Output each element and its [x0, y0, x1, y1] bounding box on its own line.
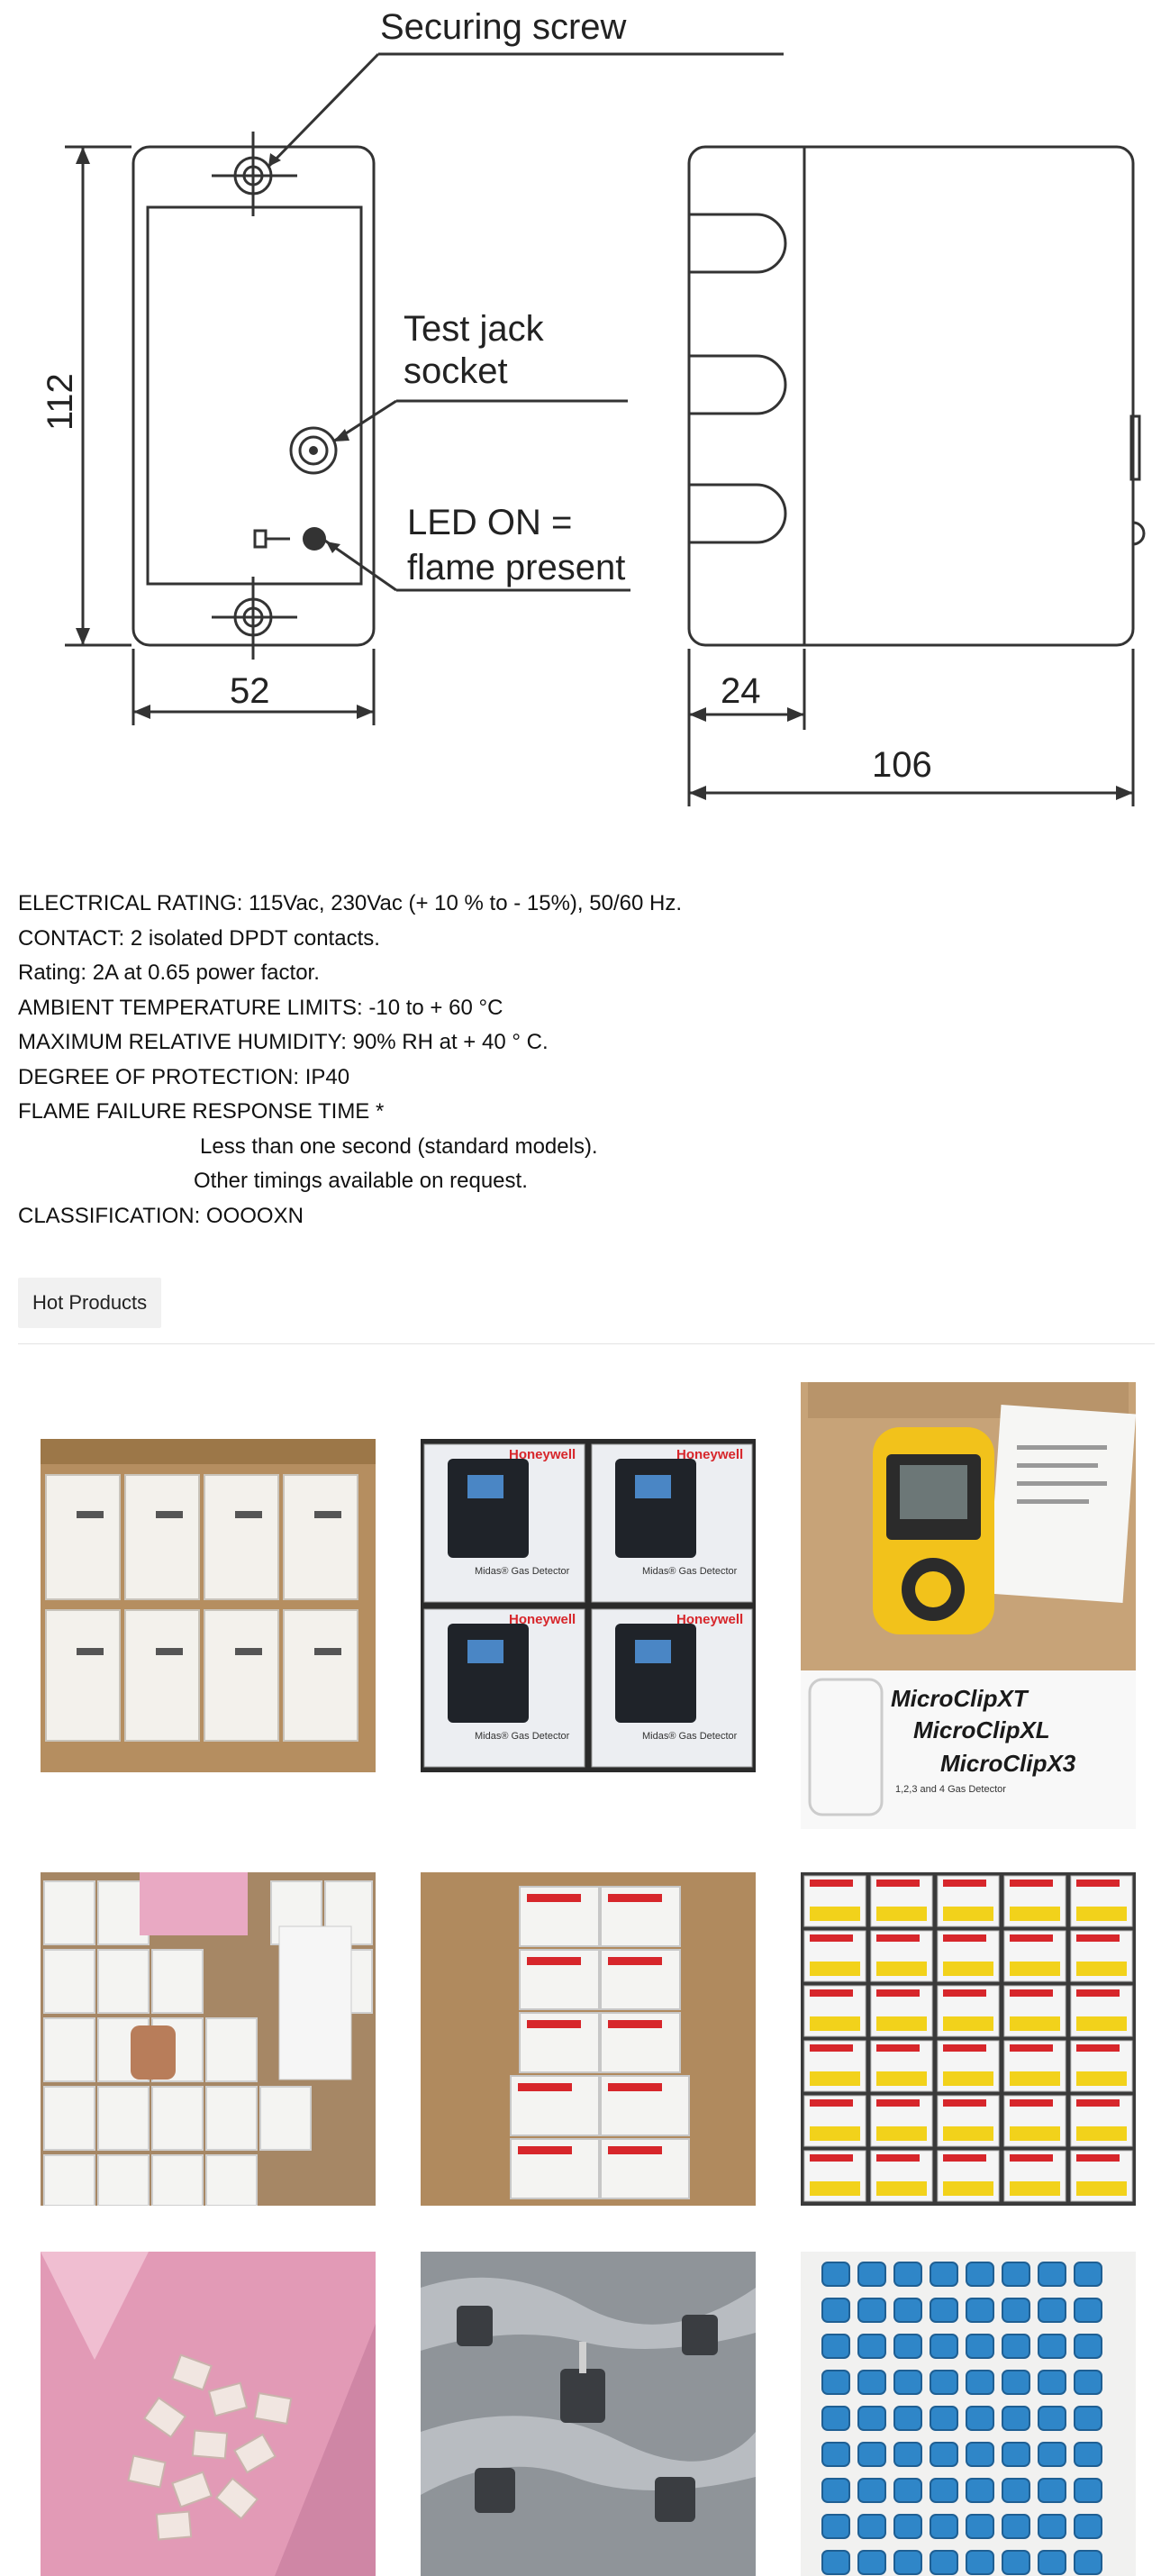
product-2-label-3: Midas® Gas Detector [475, 1731, 570, 1742]
spec-electrical-rating: ELECTRICAL RATING: 115Vac, 230Vac (+ 10 % to - 15%), 50/60 Hz. [18, 891, 682, 915]
tab-hot-products[interactable]: Hot Products [18, 1278, 161, 1328]
section-divider [18, 1343, 1155, 1344]
product-image-1[interactable] [41, 1439, 376, 1772]
spec-humidity: MAXIMUM RELATIVE HUMIDITY: 90% RH at + 40 ° C. [18, 1030, 549, 1054]
product-3-microclip-xl: MicroClipXL [913, 1716, 1050, 1743]
front-view-outline [133, 147, 374, 645]
dim-depth-total: 106 [872, 745, 932, 785]
product-2-brand-3: Honeywell [509, 1612, 576, 1627]
product-2-brand-4: Honeywell [676, 1612, 744, 1627]
label-test-jack-2: socket [404, 351, 508, 391]
spec-contact: CONTACT: 2 isolated DPDT contacts. [18, 925, 380, 951]
spec-classification: CLASSIFICATION: OOOOXN [18, 1203, 304, 1228]
product-image-6[interactable] [801, 1872, 1136, 2206]
product-image-7[interactable] [41, 2252, 376, 2576]
side-view-outline [689, 147, 1133, 645]
product-2-brand-1: Honeywell [509, 1447, 576, 1462]
dim-depth-small: 24 [721, 671, 761, 711]
dim-width: 52 [230, 671, 270, 711]
product-2-brand-2: Honeywell [676, 1447, 744, 1462]
product-image-4[interactable] [41, 1872, 376, 2206]
label-securing-screw: Securing screw [380, 7, 627, 47]
product-image-8[interactable] [421, 2252, 756, 2576]
label-test-jack-1: Test jack [404, 309, 544, 349]
spec-response-other: Other timings available on request. [194, 1169, 528, 1193]
product-2-label-4: Midas® Gas Detector [642, 1731, 738, 1742]
product-image-5[interactable] [421, 1872, 756, 2206]
product-3-microclip-x3: MicroClipX3 [940, 1750, 1076, 1777]
product-2-label-2: Midas® Gas Detector [642, 1566, 738, 1577]
product-image-2[interactable] [421, 1439, 756, 1772]
product-image-3[interactable] [801, 1382, 1136, 1829]
label-led-1: LED ON = [407, 503, 573, 542]
front-view-panel [148, 207, 361, 584]
product-image-9[interactable] [801, 2252, 1136, 2576]
product-2-label-1: Midas® Gas Detector [475, 1566, 570, 1577]
dimension-diagram [0, 0, 1170, 829]
spec-temperature: AMBIENT TEMPERATURE LIMITS: -10 to + 60 °C [18, 995, 503, 1020]
product-3-subtitle: 1,2,3 and 4 Gas Detector [895, 1784, 1006, 1795]
spec-response-standard: Less than one second (standard models). [200, 1133, 598, 1159]
spec-protection: DEGREE OF PROTECTION: IP40 [18, 1064, 350, 1089]
spec-response-time: FLAME FAILURE RESPONSE TIME * [18, 1099, 385, 1124]
spec-rating: Rating: 2A at 0.65 power factor. [18, 960, 320, 985]
specifications [18, 887, 1153, 1233]
dim-height: 112 [41, 373, 80, 431]
product-3-microclip-xt: MicroClipXT [891, 1685, 1028, 1712]
label-led-2: flame present [407, 548, 626, 587]
